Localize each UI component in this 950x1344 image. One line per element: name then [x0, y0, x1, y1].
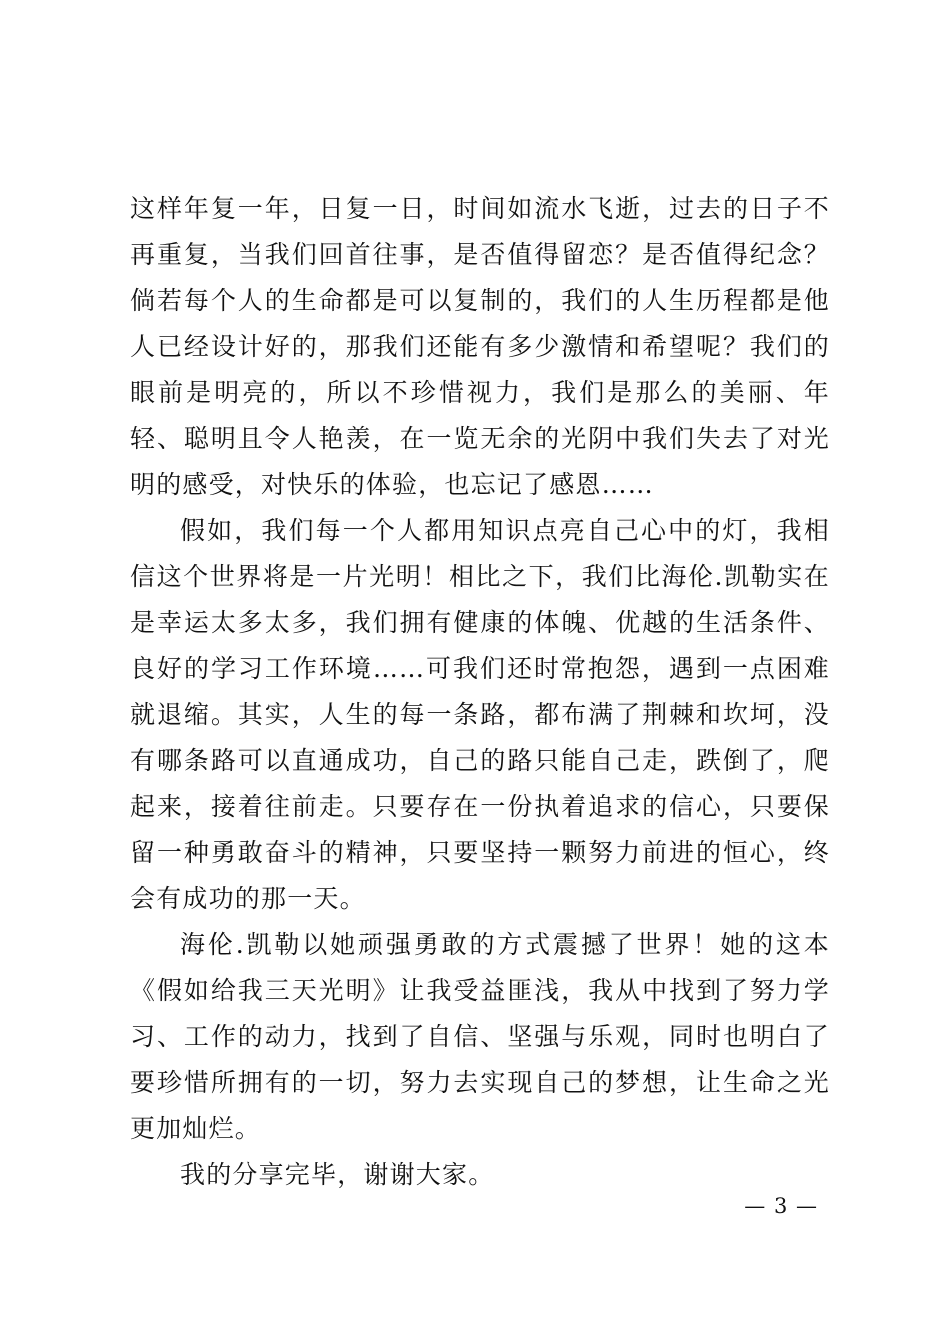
paragraph-4: 我的分享完毕，谢谢大家。: [180, 1160, 495, 1189]
paragraph-2: 假如，我们每一个人都用知识点亮自己心中的灯，我相信这个世界将是一片光明！相比之下，我们比海伦.凯勒实在是幸运太多太多，我们拥有健康的体魄、优越的生活条件、良好的学习工作环境……可我们还时常抱怨，遇到一点困难就退缩。其实，人生的每一条路，都布满了荆棘和坎坷，没有哪条路可以直通成功，自己的路只能自己走，跌倒了，爬起来，接着往前走。只要存在一份执着追求的信心，只要保留一种勇敢奋斗的精神，只要坚持一颗努力前进的恒心，终会有成功的那一天。: [130, 516, 830, 913]
body-text: [130, 186, 830, 1198]
paragraph-1: 这样年复一年，日复一日，时间如流水飞逝，过去的日子不再重复，当我们回首往事，是否值得留恋？是否值得纪念？倘若每个人的生命都是可以复制的，我们的人生历程都是他人已经设计好的，那我们还能有多少激情和希望呢？我们的眼前是明亮的，所以不珍惜视力，我们是那么的美丽、年轻、聪明且令人艳羡，在一览无余的光阴中我们失去了对光明的感受，对快乐的体验，也忘记了感恩……: [130, 194, 830, 499]
page-number: — 3 —: [744, 1194, 818, 1218]
paragraph-3: 海伦.凯勒以她顽强勇敢的方式震撼了世界！她的这本《假如给我三天光明》让我受益匪浅，我从中找到了努力学习、工作的动力，找到了自信、坚强与乐观，同时也明白了要珍惜所拥有的一切，努力去实现自己的梦想，让生命之光更加灿烂。: [130, 930, 830, 1143]
